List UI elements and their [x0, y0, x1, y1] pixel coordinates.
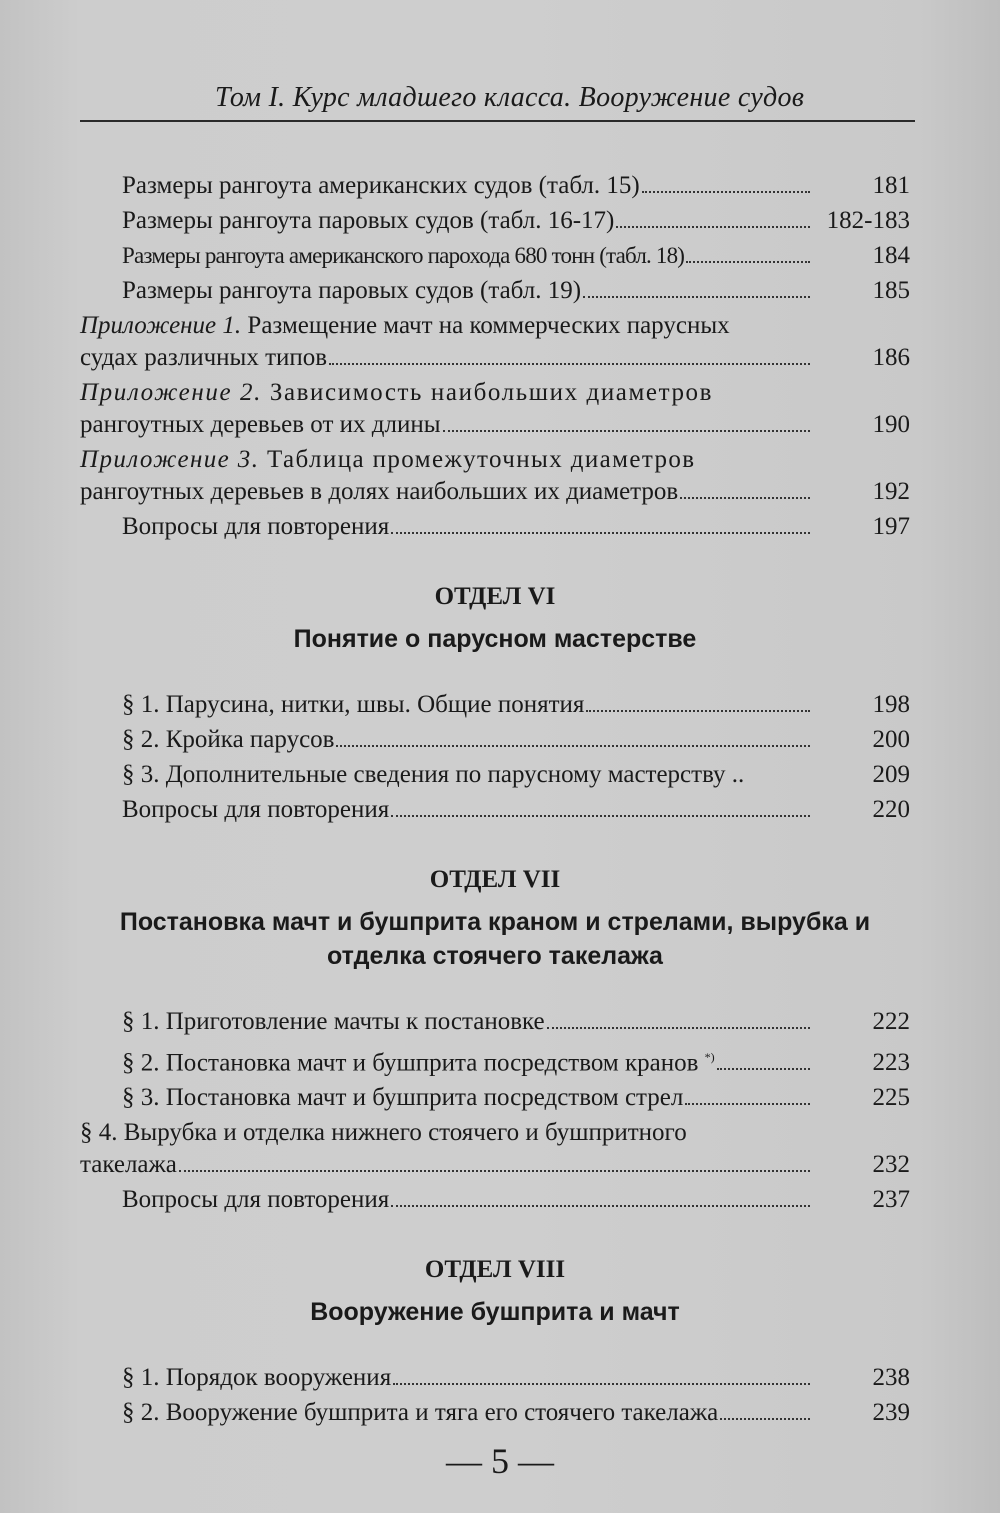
appendix-label: Приложение 2.	[80, 379, 262, 406]
toc-entry-text: Размеры рангоута паровых судов (табл. 19)	[122, 277, 582, 304]
leader-dots	[391, 815, 810, 817]
toc-entry-text: Размеры рангоута американского парохода 680 тонн (табл. 18)	[122, 243, 685, 268]
toc-entry-page: 198	[872, 691, 910, 718]
toc-entry-text-line1: § 4. Вырубка и отделка нижнего стоячего и бушпритного	[80, 1119, 687, 1147]
toc-entry-text-line2: такелажа	[80, 1151, 177, 1179]
leader-dots	[391, 1205, 810, 1207]
appendix-entry	[80, 310, 910, 374]
leader-dots	[391, 532, 810, 534]
toc-entry	[80, 1041, 910, 1079]
section-number: ОТДЕЛ VIII	[424, 1256, 566, 1284]
section-title-line2: отделка стоячего такелажа	[327, 942, 663, 970]
toc-entry-page: 190	[872, 411, 910, 438]
toc-entry	[80, 689, 910, 721]
toc-entry-page: 222	[872, 1008, 910, 1035]
section-title-line1: Постановка мачт и бушприта краном и стрелами, вырубка и	[119, 908, 871, 936]
toc-entry	[80, 1397, 910, 1429]
leader-dots	[583, 296, 810, 298]
section-title: Вооружение бушприта и мачт	[310, 1298, 680, 1327]
leader-dots	[547, 1027, 810, 1029]
toc-entry-text: § 1. Парусина, нитки, швы. Общие понятия	[122, 691, 585, 718]
appendix-title-line2: судах различных типов	[80, 344, 328, 371]
page-number: — 5 —	[446, 1441, 554, 1481]
toc-entry-page: 238	[872, 1364, 910, 1392]
section-number: ОТДЕЛ VII	[429, 866, 561, 893]
toc-entry-page: 186	[872, 344, 910, 371]
appendix-title-line1: Таблица промежуточных диаметров	[259, 446, 696, 473]
toc-entry-text: § 3. Дополнительные сведения по парусному мастерству ..	[122, 761, 745, 788]
toc-entry-page: 197	[872, 513, 910, 540]
appendix-title-line2: рангоутных деревьев от их длины	[80, 411, 441, 438]
toc-entry-text: § 3. Постановка мачт и бушприта посредством стрел	[122, 1084, 684, 1112]
header-rule	[80, 120, 915, 122]
toc-entry-text: Вопросы для повторения	[122, 796, 390, 823]
table-of-contents	[80, 170, 910, 1432]
appendix-title-line2: рангоутных деревьев в долях наибольших их диаметров	[80, 478, 679, 505]
toc-entry-page: 237	[872, 1186, 910, 1214]
leader-dots	[720, 1418, 810, 1420]
section-number: ОТДЕЛ VI	[434, 583, 556, 610]
toc-entry-page: 184	[872, 242, 910, 269]
appendix-title-line1: Зависимость наибольших диаметров	[261, 379, 714, 406]
running-head: Том I. Курс младшего класса. Вооружение судов	[215, 82, 805, 113]
leader-dots	[336, 745, 810, 747]
toc-entry-page: 220	[872, 796, 910, 823]
leader-dots	[329, 363, 810, 365]
leader-dots	[586, 710, 810, 712]
toc-entry	[80, 1082, 910, 1114]
toc-entry	[80, 511, 910, 543]
appendix-title-line1: Размещение мачт на коммерческих парусных	[241, 312, 730, 339]
leader-dots	[616, 226, 810, 228]
toc-entry	[80, 794, 910, 826]
toc-entry	[80, 759, 910, 791]
toc-entry-text: Размеры рангоута американских судов (табл. 15)	[122, 172, 640, 199]
toc-entry-page: 182-183	[826, 207, 910, 234]
toc-entry-text: Размеры рангоута паровых судов (табл. 16-17)	[122, 207, 615, 234]
toc-entry	[80, 275, 910, 307]
appendix-entry	[80, 377, 910, 441]
leader-dots	[642, 191, 810, 193]
toc-entry-page: 232	[872, 1151, 910, 1179]
toc-entry-page: 223	[872, 1049, 910, 1077]
leader-dots	[443, 430, 811, 432]
section-title: Понятие о парусном мастерстве	[293, 625, 697, 653]
toc-entry	[80, 170, 910, 202]
toc-entry	[80, 724, 910, 756]
toc-entry	[80, 240, 910, 272]
leader-dots	[680, 497, 810, 499]
leader-dots	[686, 261, 810, 263]
toc-entry	[80, 1184, 910, 1216]
toc-entry-page: 185	[872, 277, 910, 304]
toc-entry-text: Вопросы для повторения	[122, 513, 390, 540]
toc-entry	[80, 1006, 910, 1038]
toc-entry-page: 192	[872, 478, 910, 505]
footnote-marker: *)	[704, 1050, 715, 1064]
toc-entry-text: § 2. Вооружение бушприта и тяга его стоячего такелажа	[122, 1399, 719, 1427]
leader-dots	[179, 1170, 810, 1172]
appendix-entry	[80, 444, 910, 508]
toc-entry-page: 200	[872, 726, 910, 753]
leader-dots	[685, 1103, 810, 1105]
appendix-label: Приложение 3.	[80, 446, 260, 473]
toc-entry	[80, 1362, 910, 1394]
toc-entry-page: 225	[872, 1084, 910, 1112]
leader-dots	[393, 1383, 810, 1385]
toc-entry-page: 239	[872, 1399, 910, 1427]
toc-entry-text: Вопросы для повторения	[122, 1186, 390, 1214]
toc-entry-text: § 2. Постановка мачт и бушприта посредством кранов	[122, 1049, 699, 1077]
leader-dots	[717, 1068, 810, 1070]
toc-entry-text: § 1. Приготовление мачты к постановке	[122, 1008, 545, 1035]
toc-entry	[80, 205, 910, 237]
toc-entry	[80, 1117, 910, 1181]
toc-entry-page: 209	[872, 761, 910, 788]
appendix-label: Приложение 1.	[80, 312, 242, 339]
toc-entry-page: 181	[872, 172, 910, 199]
toc-entry-text: § 1. Порядок вооружения	[122, 1364, 392, 1392]
toc-entry-text: § 2. Кройка парусов	[122, 726, 335, 753]
